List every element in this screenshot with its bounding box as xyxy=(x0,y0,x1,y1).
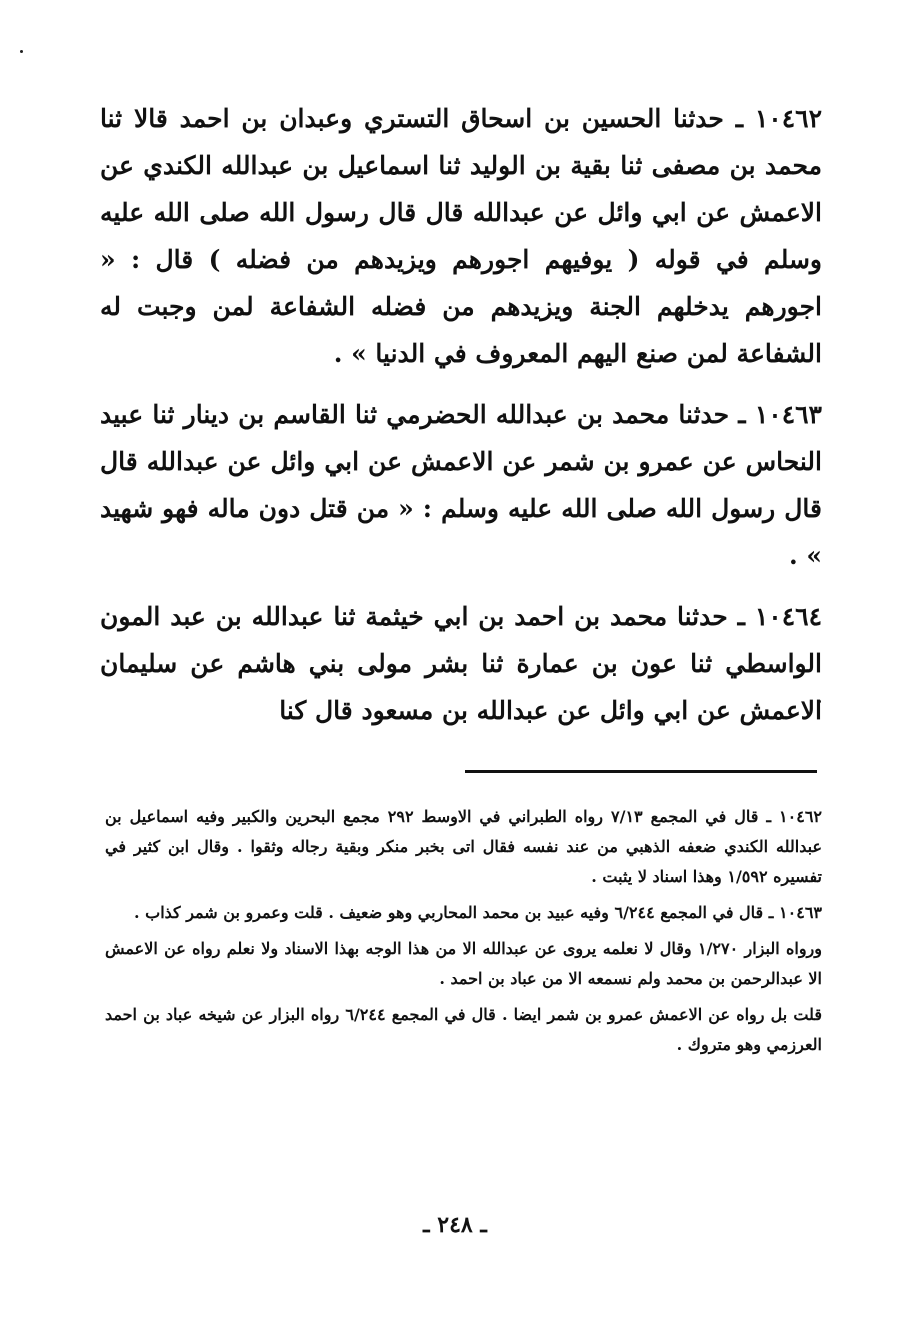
footnote: ١٠٤٦٣ ـ قال في المجمع ٦/٢٤٤ وفيه عبيد بن محمد المحاربي وهو ضعيف . قلت وعمرو بن شمر كذاب . xyxy=(133,903,822,922)
scan-speck xyxy=(20,50,23,53)
footnote: ورواه البزار ١/٢٧٠ وقال لا نعلمه يروى عن عبدالله الا من هذا الوجه بهذا الاسناد ولا نعلم رواه عن الاعمش الا عبدالرحمن بن محمد ولم نسمعه الا من عباد بن احمد . xyxy=(105,939,823,988)
footnote: قلت بل رواه عن الاعمش عمرو بن شمر ايضا . قال في المجمع ٦/٢٤٤ رواه البزار عن شيخه عباد بن احمد العرزمي وهو متروك . xyxy=(105,1005,822,1054)
hadith-text: ـ حدثنا محمد بن احمد بن ابي خيثمة ثنا عبدالله بن عبد المون الواسطي ثنا عون بن عمارة ثنا بشر مولى بني هاشم عن سليمان الاعمش عن ابي وائل عن عبدالله بن مسعود قال كنا xyxy=(100,602,822,725)
hadith-10462 xyxy=(100,95,822,377)
hadith-10463 xyxy=(100,391,822,579)
footnotes xyxy=(105,802,822,1066)
hadith-number: ١٠٤٦٤ xyxy=(754,602,822,631)
page-number: ـ ٢٤٨ ـ xyxy=(423,1212,487,1238)
hadith-text: ـ حدثنا الحسين بن اسحاق التستري وعبدان بن احمد قالا ثنا محمد بن مصفى ثنا بقية بن الوليد ثنا اسماعيل بن عبدالله الكندي عن الاعمش عن ابي وائل عن عبدالله قال قال رسول الله صلى الله عليه وسلم في قوله ( يوفيهم اجورهم ويزيدهم من فضله ) قال : « اجورهم يدخلهم الجنة ويزيدهم من فضله الشفاعة لمن وجبت له الشفاعة لمن صنع اليهم المعروف في الدنيا » . xyxy=(100,104,822,368)
hadith-number: ١٠٤٦٢ xyxy=(754,104,822,133)
main-text xyxy=(100,95,822,748)
hadith-10464 xyxy=(100,593,822,734)
hadith-text: ـ حدثنا محمد بن عبدالله الحضرمي ثنا القاسم بن دينار ثنا عبيد النحاس عن عمرو بن شمر عن الاعمش عن ابي وائل عن عبدالله قال قال رسول الله صلى الله عليه وسلم : « من قتل دون ماله فهو شهيد » . xyxy=(100,400,822,570)
hadith-number: ١٠٤٦٣ xyxy=(754,400,822,429)
footnote-divider xyxy=(465,770,817,773)
footnote: ١٠٤٦٢ ـ قال في المجمع ٧/١٣ رواه الطبراني في الاوسط ٢٩٢ مجمع البحرين والكبير وفيه اسماعيل بن عبدالله الكندي ضعفه الذهبي من عند نفسه فقال اتى بخبر منكر وبقية رجاله وثقوا . وقال ابن كثير في تفسيره ١/٥٩٢ وهذا اسناد لا يثبت . xyxy=(105,807,823,886)
